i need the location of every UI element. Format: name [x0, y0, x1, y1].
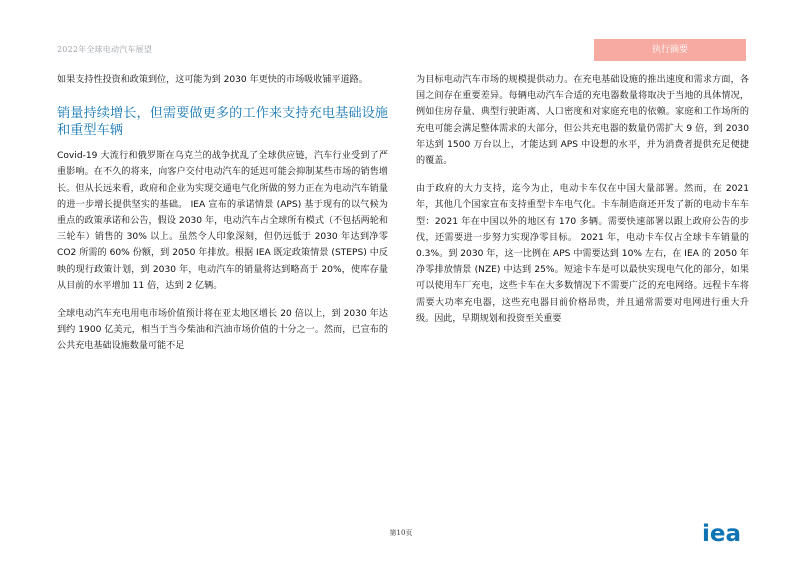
- intro-paragraph: 如果支持性投资和政策到位，这可能为到 2030 年更快的市场吸收铺平道路。: [57, 75, 368, 85]
- body-paragraph: 为目标电动汽车市场的规模提供动力。在充电基础设施的推出速度和需求方面，各国之间存在重要差异。每辆电动汽车合适的充电器数量将取决于当地的具体情况，例如住房存量、典型行驶距离、人口密度和对家庭充电的依赖。家庭和工作场所的充电可能会满足整体需求的大部分，但公共充电器的数量仍需扩大 9 倍，到 2030 年达到 1500 万台以上，才能达到 APS 中设想的水平，并为消费者提供充足便捷的覆盖。: [416, 75, 749, 167]
- right-column: [416, 72, 749, 339]
- iea-logo: [702, 520, 750, 546]
- page-number: 第10页: [389, 529, 413, 537]
- report-title: 2022年全球电动汽车展望: [57, 45, 152, 54]
- section-tab: 执行摘要: [594, 39, 746, 61]
- section-heading: 销量持续增长，但需要做更多的工作来支持充电基础设施和重型车辆: [57, 106, 388, 139]
- body-paragraph: 全球电动汽车充电用电市场价值预计将在亚太地区增长 20 倍以上，到 2030 年达到约 1900 亿美元，相当于当今柴油和汽油市场价值的十分之一。然而，已宣布的公共充电基础设施数量可能不足: [57, 309, 388, 352]
- logo-wordmark: iea: [702, 521, 742, 546]
- left-column: [57, 72, 388, 367]
- body-paragraph: 由于政府的大力支持，迄今为止，电动卡车仅在中国大量部署。然而，在 2021 年，其他几个国家宣布支持重型卡车电气化。卡车制造商还开发了新的电动卡车车型：2021 年在中国以外的地区有 170 多辆。需要快速部署以跟上政府公告的步伐，还需要进一步努力实现净零目标。 2021 年，电动卡车仅占全球卡车销量的 0.3%。到 2030 年，这一比例在 APS 中需要达到 10% 左右，在 IEA 的 2050 年净零排放情景 (NZE) 中达到 25%。短途卡车是可以最快实现电气化的部分，如果可以使用车厂充电，这些卡车在大多数情况下不需要广泛的充电网络。远程卡车将需要大功率充电器，这些充电器目前价格昂贵，并且通常需要对电网进行重大升级。因此，早期规划和投资至关重要: [416, 184, 749, 324]
- body-paragraph: Covid-19 大流行和俄罗斯在乌克兰的战争扰乱了全球供应链，汽车行业受到了严重影响。在不久的将来，向客户交付电动汽车的延迟可能会抑制某些市场的销售增长。但从长远来看，政府和企业为实现交通电气化所做的努力正在为电动汽车销量的进一步增长提供坚实的基础。 IEA 宣布的承诺情景 (APS) 基于现有的以气候为重点的政策承诺和公告，假设 2030 年，电动汽车占全球所有模式（不包括两轮和三轮车）销售的 30% 以上。虽然令人印象深刻，但仍远低于 2030 年达到净零 CO2 所需的 60% 份额，到 2050 年排放。根据 IEA 既定政策情景 (STEPS) 中反映的现行政策计划，到 2030 年，电动汽车的销量将达到略高于 20%，使库存量从目前的水平增加 11 倍，达到 2 亿辆。: [57, 151, 388, 291]
